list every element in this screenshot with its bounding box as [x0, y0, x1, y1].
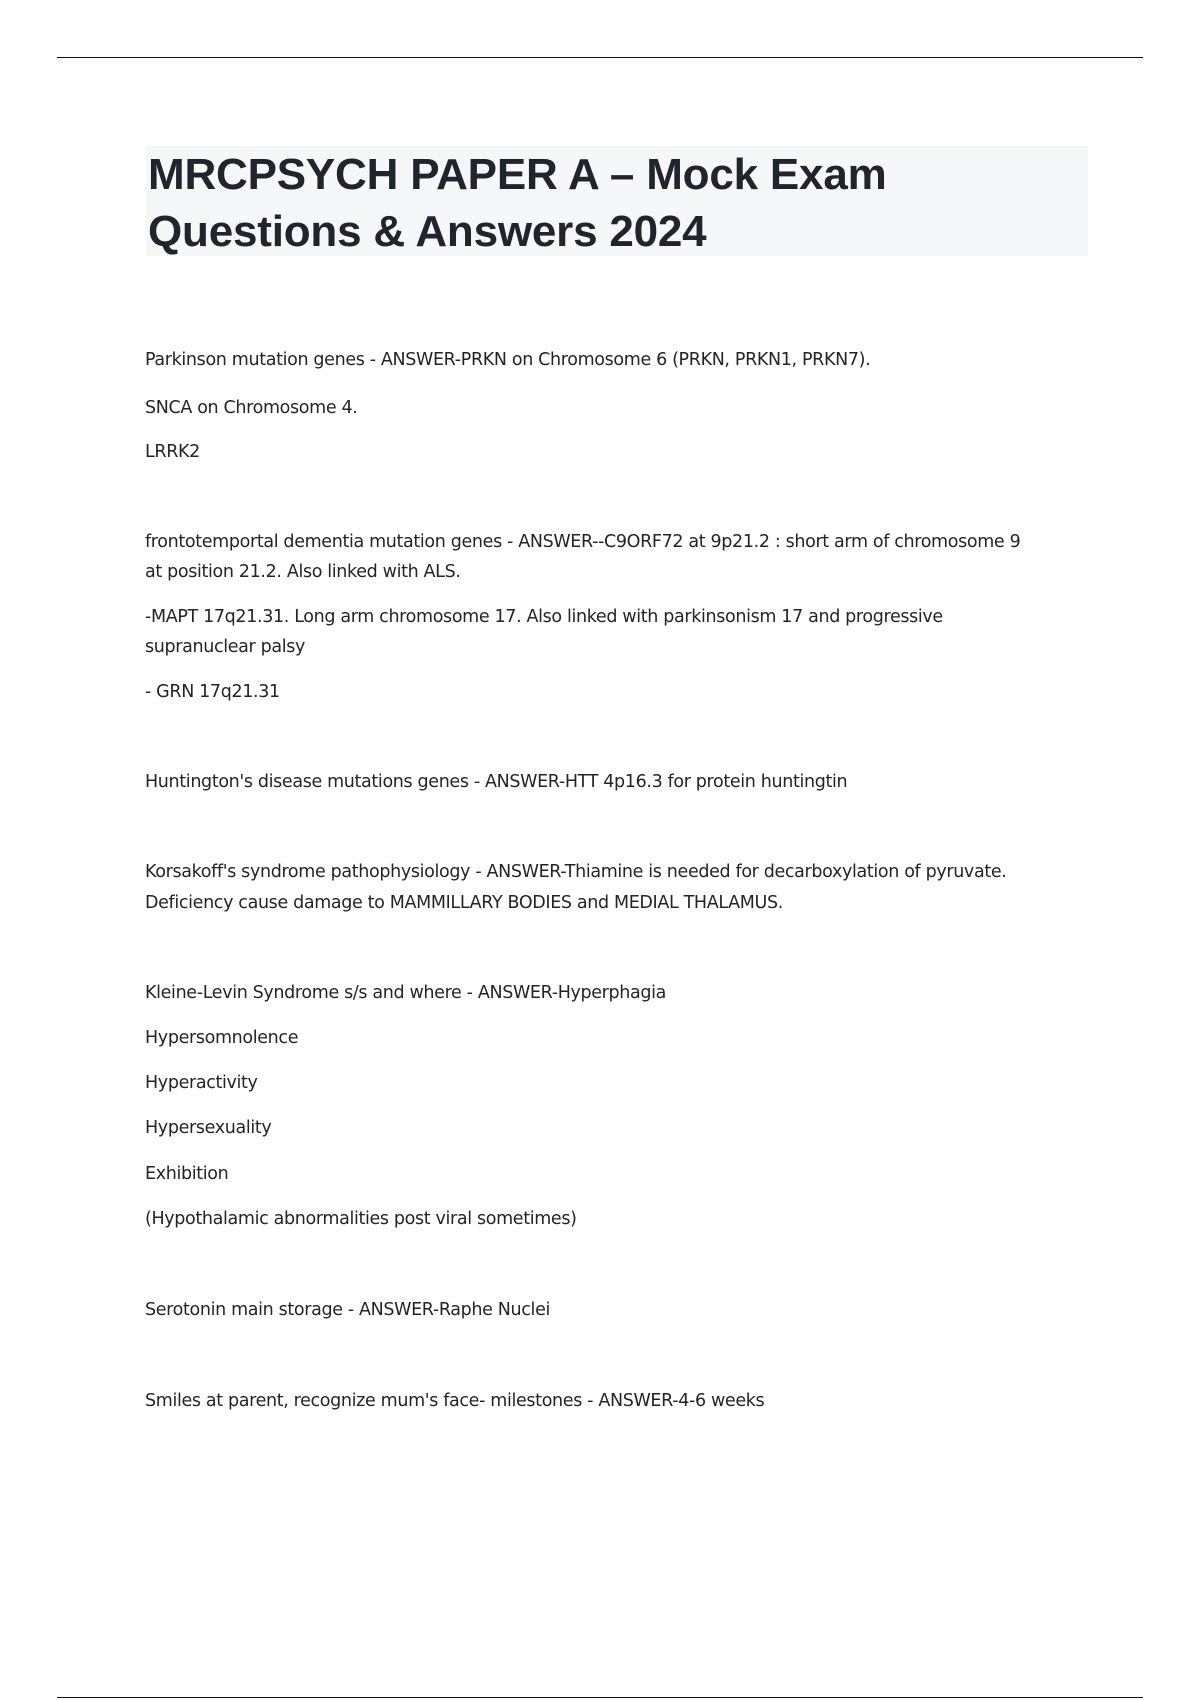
- qa-milestones-line-1: Smiles at parent, recognize mum's face- milestones - ANSWER-4-6 weeks: [145, 1391, 765, 1411]
- qa-ftd-line-4: supranuclear palsy: [145, 637, 306, 657]
- qa-ftd-line-2: at position 21.2. Also linked with ALS.: [145, 562, 461, 582]
- qa-serotonin-line-1: Serotonin main storage - ANSWER-Raphe Nuclei: [145, 1300, 550, 1320]
- qa-kleine-levin-line-5: Exhibition: [145, 1164, 229, 1184]
- qa-ftd-line-1: frontotemportal dementia mutation genes - ANSWER--C9ORF72 at 9p21.2 : short arm of chromosome 9: [145, 532, 1021, 552]
- qa-parkinson-line-2: SNCA on Chromosome 4.: [145, 398, 358, 418]
- qa-huntington-line-1: Huntington's disease mutations genes - ANSWER-HTT 4p16.3 for protein huntingtin: [145, 772, 848, 792]
- title-line-1: MRCPSYCH PAPER A – Mock Exam: [148, 150, 887, 199]
- qa-kleine-levin-line-4: Hypersexuality: [145, 1118, 272, 1138]
- title-block: [146, 146, 1088, 256]
- qa-parkinson-line-3: LRRK2: [145, 442, 200, 462]
- qa-kleine-levin-line-3: Hyperactivity: [145, 1073, 258, 1093]
- qa-parkinson-line-1: Parkinson mutation genes - ANSWER-PRKN on Chromosome 6 (PRKN, PRKN1, PRKN7).: [145, 350, 871, 370]
- document-title: [146, 146, 1088, 260]
- qa-korsakoff-line-1: Korsakoff's syndrome pathophysiology - ANSWER-Thiamine is needed for decarboxylation of pyruvate.: [145, 862, 1007, 882]
- qa-korsakoff-line-2: Deficiency cause damage to MAMMILLARY BODIES and MEDIAL THALAMUS.: [145, 893, 783, 913]
- title-line-2: Questions & Answers 2024: [148, 207, 707, 256]
- qa-ftd-line-5: - GRN 17q21.31: [145, 682, 280, 702]
- top-rule: [57, 57, 1143, 58]
- qa-kleine-levin-line-6: (Hypothalamic abnormalities post viral sometimes): [145, 1209, 577, 1229]
- qa-ftd-line-3: -MAPT 17q21.31. Long arm chromosome 17. Also linked with parkinsonism 17 and progressive: [145, 607, 943, 627]
- bottom-rule: [57, 1697, 1143, 1698]
- qa-kleine-levin-line-2: Hypersomnolence: [145, 1028, 299, 1048]
- qa-kleine-levin-line-1: Kleine-Levin Syndrome s/s and where - ANSWER-Hyperphagia: [145, 983, 667, 1003]
